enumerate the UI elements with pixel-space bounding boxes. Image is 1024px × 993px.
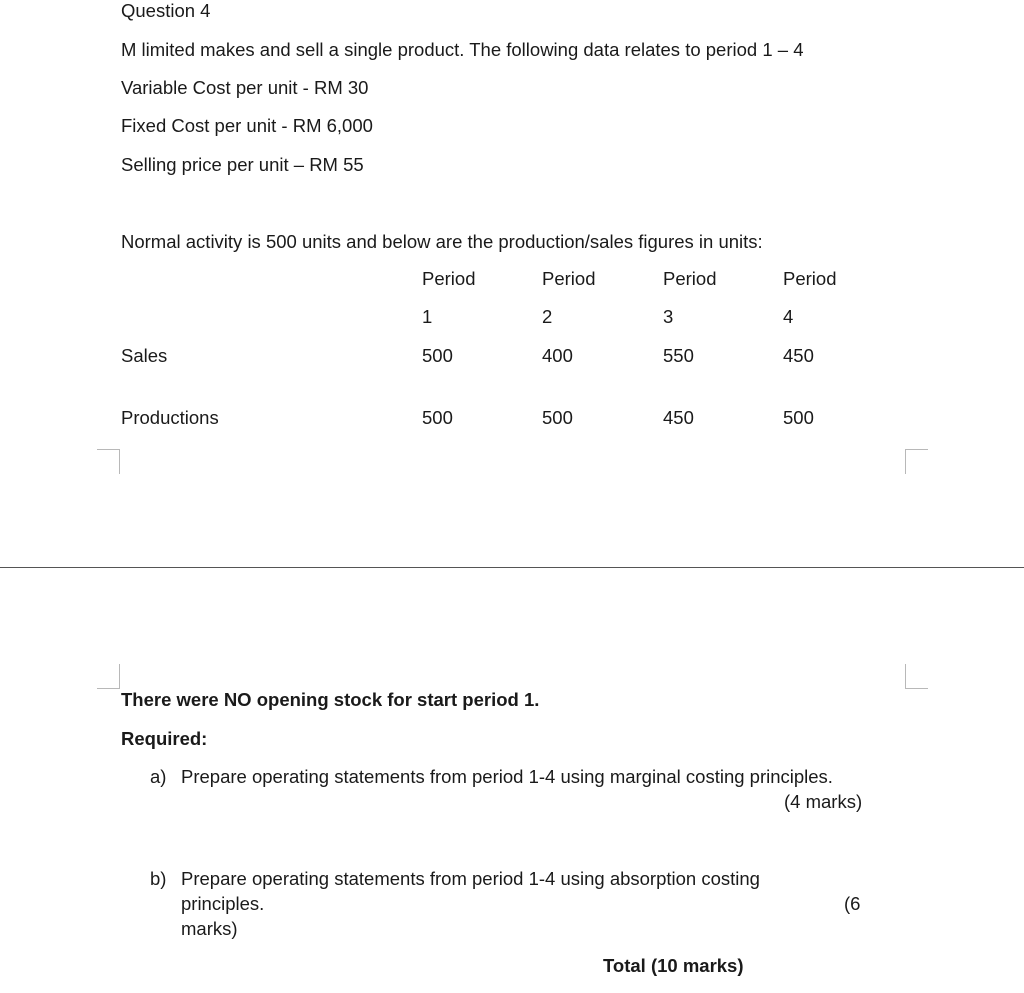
row-label-sales: Sales [121,345,168,366]
item-b-marker: b) [150,868,167,889]
total-marks: Total (10 marks) [603,955,744,976]
header-num-2: 2 [542,306,553,327]
header-num-4: 4 [783,306,794,327]
item-b-marks-open: (6 [844,893,861,914]
header-period-4: Period [783,268,837,289]
header-num-1: 1 [422,306,433,327]
productions-period-4: 500 [783,407,814,428]
row-label-productions: Productions [121,407,219,428]
sales-period-4: 450 [783,345,814,366]
item-a-text: Prepare operating statements from period 1-4 using marginal costing principles. [181,766,833,787]
normal-activity-line: Normal activity is 500 units and below are the production/sales figures in units: [121,231,763,252]
page-corner-mark [905,664,928,689]
item-a-marker: a) [150,766,167,787]
item-a-marks: (4 marks) [784,791,863,812]
page-break-divider [0,567,1024,568]
header-period-3: Period [663,268,717,289]
page-corner-mark [905,449,928,474]
page-corner-mark [97,449,120,474]
sales-period-3: 550 [663,345,694,366]
header-num-3: 3 [663,306,674,327]
productions-period-1: 500 [422,407,453,428]
productions-period-2: 500 [542,407,573,428]
item-b-text-line1: Prepare operating statements from period 1-4 using absorption costing [181,868,760,889]
selling-price-line: Selling price per unit – RM 55 [121,154,364,175]
sales-period-1: 500 [422,345,453,366]
header-period-1: Period [422,268,476,289]
variable-cost-line: Variable Cost per unit - RM 30 [121,77,369,98]
item-b-text-line2: principles. [181,893,265,914]
header-period-2: Period [542,268,596,289]
sales-period-2: 400 [542,345,573,366]
required-heading: Required: [121,728,208,749]
fixed-cost-line: Fixed Cost per unit - RM 6,000 [121,115,373,136]
productions-period-3: 450 [663,407,694,428]
page-corner-mark [97,664,120,689]
item-b-text-line3: marks) [181,918,238,939]
question-title: Question 4 [121,0,211,21]
intro-text: M limited makes and sell a single product. The following data relates to period 1 – 4 [121,39,804,60]
opening-stock-line: There were NO opening stock for start period 1. [121,689,540,710]
